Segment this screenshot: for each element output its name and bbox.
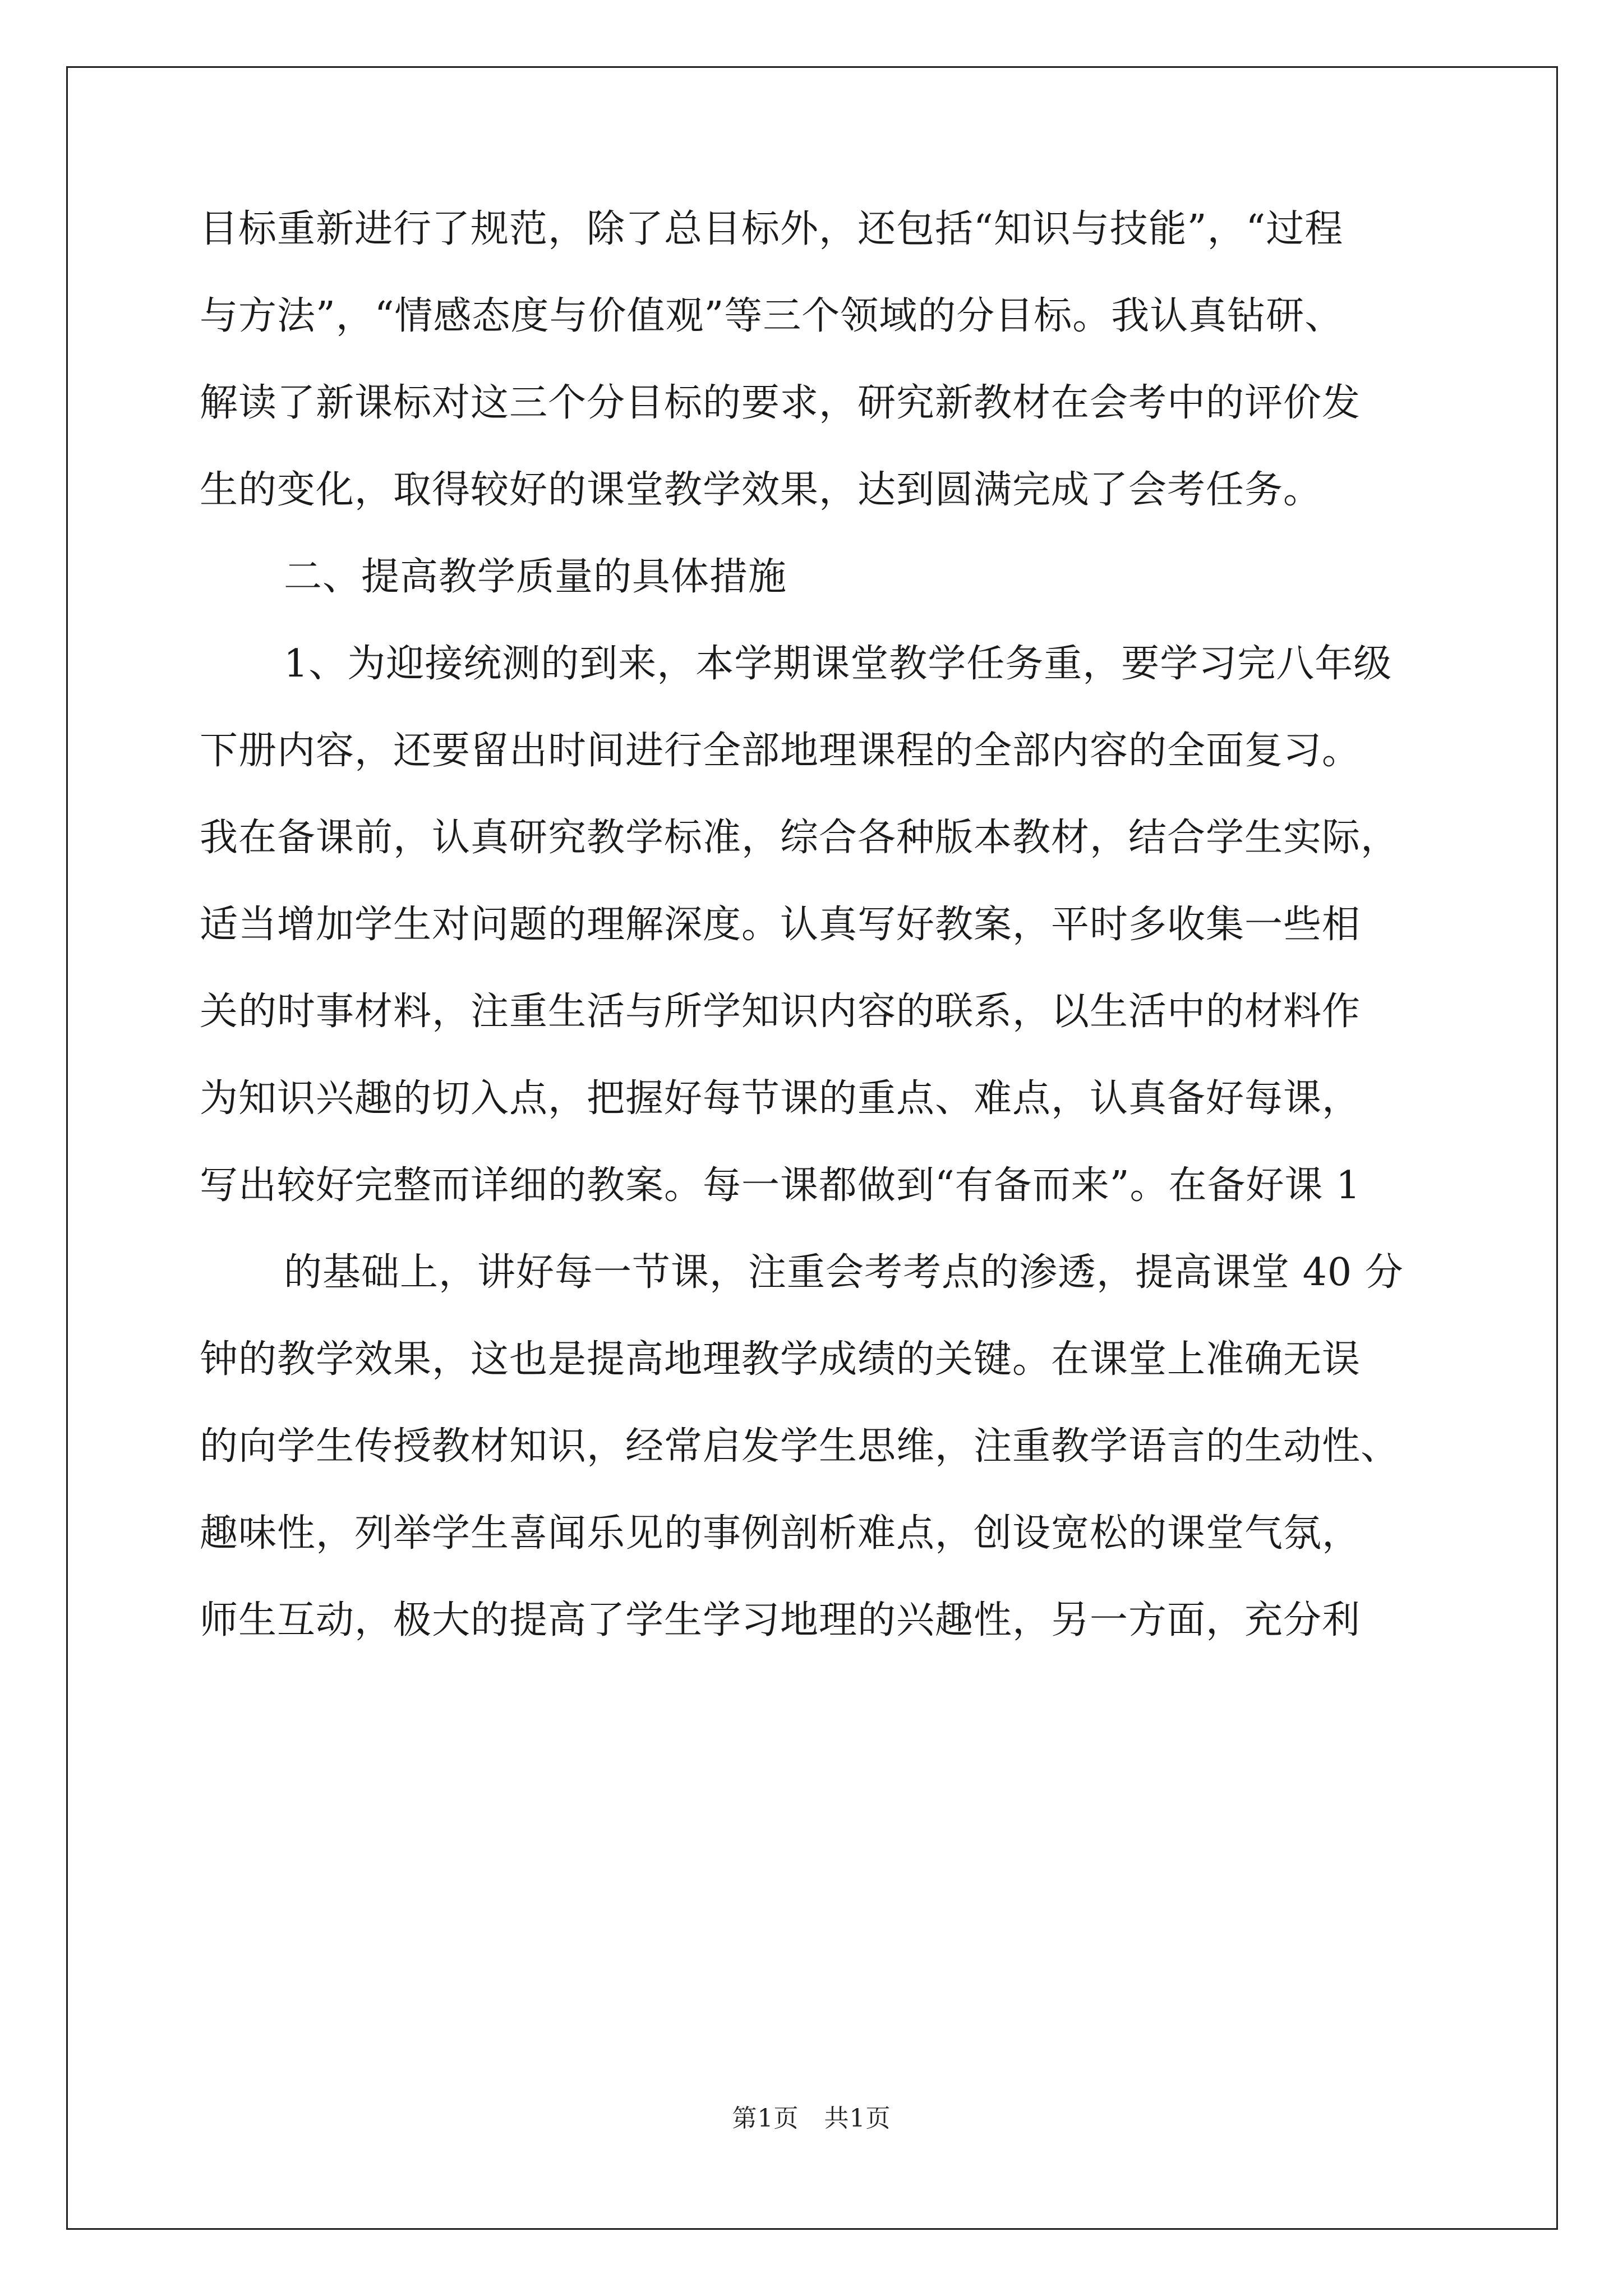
section-heading: 二、提高教学质量的具体措施	[284, 555, 787, 599]
text-line: 我在备课前，认真研究教学标准，综合各种版本教材，结合学生实际，	[200, 816, 1400, 860]
text-line: 写出较好完整而详细的教案。每一课都做到“有备而来”。在备好课 1	[200, 1163, 1361, 1208]
text-line: 关的时事材料，注重生活与所学知识内容的联系，以生活中的材料作	[200, 990, 1361, 1034]
text-line: 的基础上，讲好每一节课，注重会考考点的渗透，提高课堂 40 分	[284, 1250, 1404, 1295]
text-line: 的向学生传授教材知识，经常启发学生思维，注重教学语言的生动性、	[200, 1424, 1400, 1469]
text-line: 解读了新课标对这三个分目标的要求，研究新教材在会考中的评价发	[200, 381, 1361, 425]
text-line: 钟的教学效果，这也是提高地理教学成绩的关键。在课堂上准确无误	[200, 1337, 1361, 1382]
document-body	[200, 209, 1433, 1687]
text-line: 为知识兴趣的切入点，把握好每节课的重点、难点，认真备好每课，	[200, 1076, 1361, 1121]
text-line: 与方法”，“情感态度与价值观”等三个领域的分目标。我认真钻研、	[200, 294, 1344, 338]
text-line: 师生互动，极大的提高了学生学习地理的兴趣性，另一方面，充分利	[200, 1598, 1361, 1642]
text-line: 1、为迎接统测的到来，本学期课堂教学任务重，要学习完八年级	[284, 642, 1393, 686]
text-line: 目标重新进行了规范，除了总目标外，还包括“知识与技能”，“过程	[200, 207, 1344, 251]
text-line: 生的变化，取得较好的课堂教学效果，达到圆满完成了会考任务。	[200, 468, 1322, 512]
text-line: 趣味性，列举学生喜闻乐见的事例剖析难点，创设宽松的课堂气氛，	[200, 1511, 1361, 1556]
page-footer: 第1页 共1页	[732, 2104, 891, 2133]
text-line: 适当增加学生对问题的理解深度。认真写好教案，平时多收集一些相	[200, 903, 1361, 947]
text-line: 下册内容，还要留出时间进行全部地理课程的全部内容的全面复习。	[200, 729, 1361, 773]
